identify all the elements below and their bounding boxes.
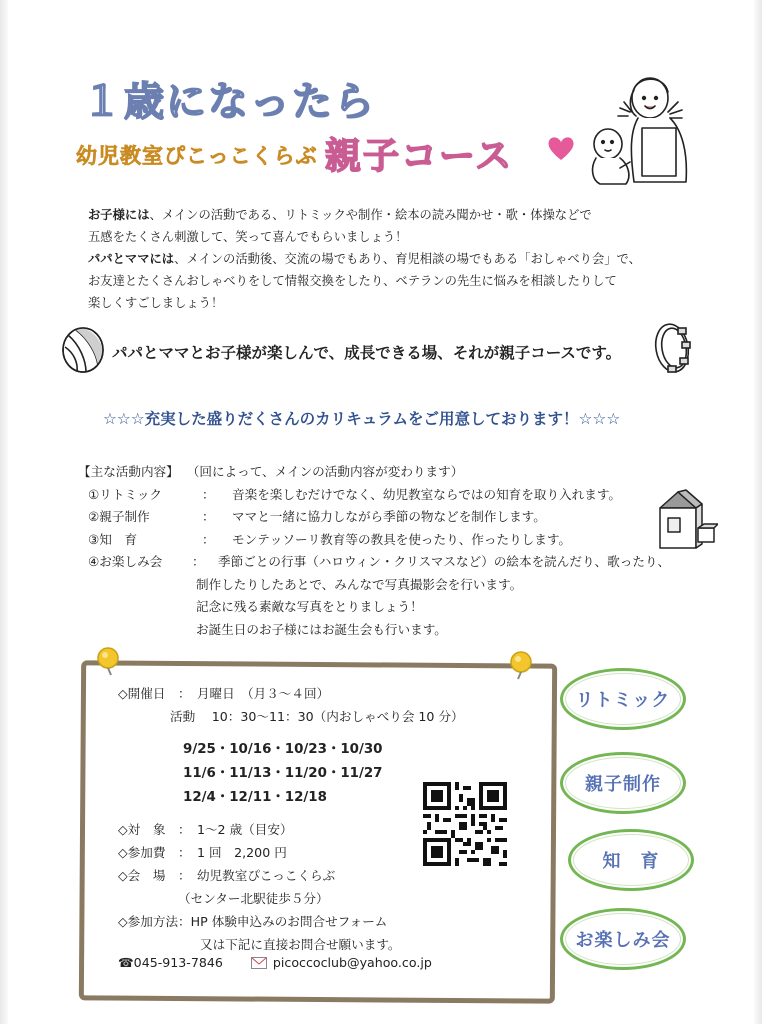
parent-line-3: 楽しくすごしましょう！ bbox=[88, 296, 224, 310]
parent-line-2: お友達とたくさんおしゃべりをして情報交換をしたり、ベテランの先生に悩みを相談したりして bbox=[88, 274, 617, 288]
parent-lead: パパとママには bbox=[88, 252, 175, 266]
date-list bbox=[183, 738, 383, 810]
intro-text bbox=[88, 204, 668, 314]
mail-icon bbox=[251, 957, 267, 969]
activities-section bbox=[78, 461, 670, 641]
activity-item: ①リトミック ： 音楽を楽しむだけでなく、幼児教室ならではの知育を取り入れます。 bbox=[88, 486, 622, 502]
pill-craft: 親子制作 bbox=[560, 752, 686, 814]
pill-education: 知 育 bbox=[568, 829, 694, 891]
activity-item: ③知 育 ： モンテッソーリ教育等の教具を使ったり、作ったりします。 bbox=[88, 531, 572, 547]
activities-heading: 【主な活動内容】 bbox=[78, 464, 179, 479]
activity-extra-line: 制作したりしたあとで、みんなで写真撮影会を行います。 bbox=[196, 576, 523, 592]
date-row: 12/4・12/11・12/18 bbox=[183, 790, 327, 805]
child-line-1: 、メインの活動である、リトミックや制作・絵本の読み聞かせ・歌・体操などで bbox=[149, 208, 592, 222]
date-row: 11/6・11/13・11/20・11/27 bbox=[183, 766, 383, 781]
banner-message: パパとママとお子様が楽しんで、成長できる場、それが親子コースです。 bbox=[112, 344, 622, 362]
page-edge-left bbox=[0, 0, 8, 1024]
target-age: ◇対 象 ： 1～2 歳（目安） bbox=[118, 822, 293, 837]
child-line-2: 五感をたくさん刺激して、笑って喜んでもらいましょう！ bbox=[88, 230, 408, 244]
date-row: 9/25・10/16・10/23・10/30 bbox=[183, 742, 383, 757]
contact-line bbox=[118, 955, 432, 970]
venue: ◇会 場 ： 幼児教室ぴこっこくらぶ bbox=[118, 868, 336, 883]
page-edge-right bbox=[754, 0, 762, 1024]
curriculum-line: ☆☆☆充実した盛りだくさんのカリキュラムをご用意しております！☆☆☆ bbox=[103, 410, 621, 428]
course-name: 親子コース bbox=[325, 136, 514, 177]
parent-line-1: 、メインの活動後、交流の場でもあり、育児相談の場でもある「おしゃべり会」で、 bbox=[174, 252, 641, 266]
tambourine-icon bbox=[648, 320, 696, 376]
flyer-title: １歳になったら bbox=[82, 79, 376, 125]
schedule-info bbox=[118, 682, 464, 728]
activity-time: 活動 10：30～11：30（内おしゃべり会 10 分） bbox=[170, 709, 464, 724]
activity-item: ②親子制作 ： ママと一緒に協力しながら季節の物などを制作します。 bbox=[88, 509, 546, 524]
phone-number: ☎045-913-7846 bbox=[118, 955, 223, 970]
qr-code bbox=[423, 782, 507, 866]
email-block bbox=[251, 955, 432, 970]
child-lead: お子様には bbox=[88, 208, 150, 222]
meeting-day: ◇開催日 ： 月曜日 （月３～４回） bbox=[118, 686, 330, 701]
school-name: 幼児教室ぴこっこくらぶ bbox=[76, 144, 318, 168]
email-address: picoccoclub@yahoo.co.jp bbox=[272, 955, 432, 970]
activity-item: ④お楽しみ会 ： 季節ごとの行事（ハロウィン・クリスマスなど）の絵本を読んだり、歌ったり、 bbox=[88, 554, 671, 569]
activity-extra-line: 記念に残る素敵な写真をとりましょう！ bbox=[196, 599, 423, 614]
activity-extra-line: お誕生日のお子様にはお誕生会も行います。 bbox=[196, 621, 447, 637]
venue-note: （センター北駅徒歩５分） bbox=[178, 891, 329, 906]
activities-heading-note: （回によって、メインの活動内容が変わります） bbox=[186, 464, 464, 479]
pushpin-icon bbox=[506, 650, 536, 680]
pill-fun-party: お楽しみ会 bbox=[560, 908, 686, 970]
blocks-icon bbox=[652, 488, 718, 554]
mother-baby-illustration bbox=[578, 72, 698, 194]
ball-icon bbox=[60, 325, 106, 377]
pushpin-icon bbox=[93, 646, 123, 676]
fee: ◇参加費 ： 1 回 2,200 円 bbox=[118, 845, 287, 860]
pill-rhythmic: リトミック bbox=[560, 668, 686, 730]
heart-icon bbox=[546, 134, 576, 162]
apply-method-2: 又は下記に直接お問合せ願います。 bbox=[200, 937, 401, 952]
details-info bbox=[118, 818, 401, 956]
apply-method: ◇参加方法：HP 体験申込みのお問合せフォーム bbox=[118, 914, 388, 929]
